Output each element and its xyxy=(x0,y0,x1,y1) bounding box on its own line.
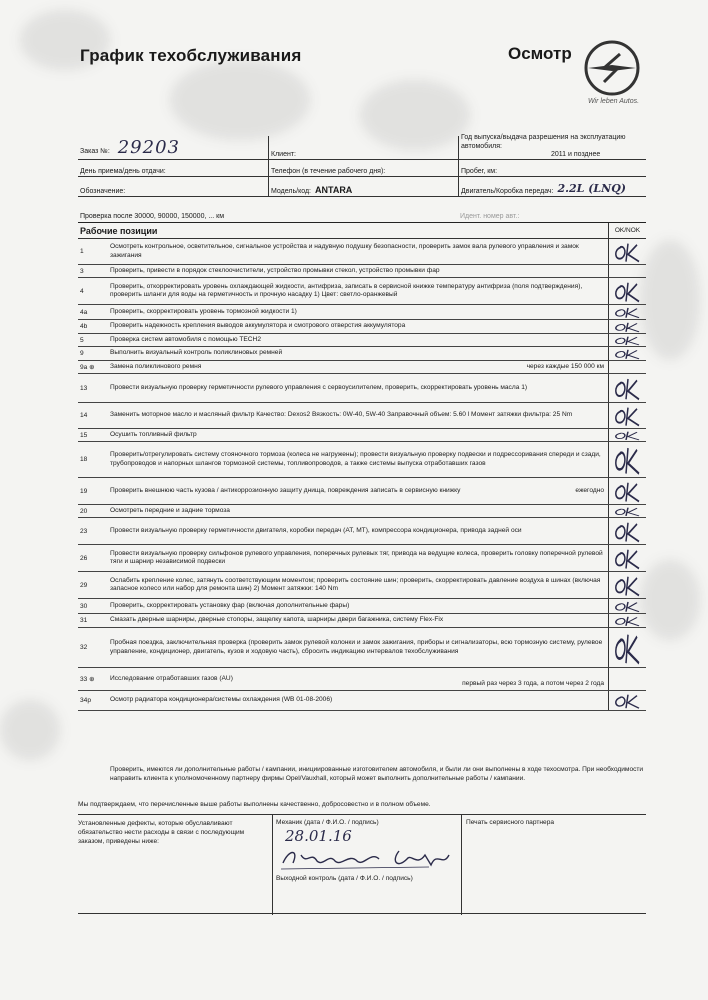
row-task xyxy=(108,614,608,627)
model-label: Модель/код: xyxy=(271,188,311,195)
row-number: 32 xyxy=(80,644,88,651)
engine-field xyxy=(458,177,646,196)
row-ok-mark xyxy=(608,518,646,544)
row-task-text: Выполнить визуальный контроль поликлиновых ремней xyxy=(110,349,283,357)
row-task xyxy=(108,374,608,402)
table-row xyxy=(78,478,646,505)
year-label: Год выпуска/выдача разрешения на эксплуатацию автомобиля: xyxy=(461,134,626,150)
row-ok-mark xyxy=(608,628,646,667)
page-title: График техобслуживания xyxy=(80,46,302,65)
row-task xyxy=(108,429,608,441)
scan-smudge xyxy=(0,700,60,760)
table-row xyxy=(78,572,646,599)
handwritten-ok-icon xyxy=(611,692,645,710)
scan-smudge xyxy=(170,60,310,140)
table-row xyxy=(78,265,646,278)
row-number: 15 xyxy=(80,431,88,439)
row-task xyxy=(108,478,608,504)
row-task xyxy=(108,305,608,319)
row-task xyxy=(108,361,608,373)
row-number: 33 ⊕ xyxy=(80,676,95,683)
table-row xyxy=(78,505,646,518)
row-task-text: Проверить, скорректировать уровень тормозной жидкости 1) xyxy=(110,307,297,315)
row-ok-mark xyxy=(608,361,646,373)
table-row xyxy=(78,239,646,265)
table-row xyxy=(78,668,646,691)
row-task xyxy=(108,320,608,333)
table-row xyxy=(78,518,646,545)
logo-tagline: Wir leben Autos. xyxy=(588,98,640,105)
row-task-text: Исследование отработавших газов (AU) xyxy=(110,674,233,682)
year-value: 2011 и позднее xyxy=(551,151,601,158)
row-interval-note: первый раз через 3 года, а потом через 2 года xyxy=(462,679,604,687)
exit-control-label: Выходной контроль (дата / Ф.И.О. / подпись) xyxy=(276,875,413,882)
mechanic-label: Механик (дата / Ф.И.О. / подпись) xyxy=(276,819,379,826)
table-rows xyxy=(78,239,646,711)
row-task-text: Провести визуальную проверку герметичности рулевого управления с сервоусилителем, проверить, скорректировать уровень масла 1) xyxy=(110,383,528,391)
row-task-text: Пробная поездка, заключительная проверка (проверить замок рулевой колонки и замок зажигания, приборы и сигнализаторы, всю тормозную систему, рулевое управление, кондиционер, двигатель, кузов и ходовую часть), сбросить индикацию интервалов техобслуживания xyxy=(110,639,603,655)
mechanic-box xyxy=(272,815,462,915)
model-value: ANTARA xyxy=(314,185,353,195)
row-ok-mark xyxy=(608,320,646,333)
handwritten-ok-icon xyxy=(611,443,645,477)
handwritten-ok-icon xyxy=(611,479,645,504)
phone-label: Телефон (в течение рабочего дня): xyxy=(271,168,386,175)
table-row xyxy=(78,691,646,711)
table-row xyxy=(78,374,646,403)
table-row xyxy=(78,614,646,628)
table-row xyxy=(78,599,646,614)
additional-works-note: Проверить, имеются ли дополнительные работы / кампании, инициированные изготовителем автомобиля, и были ли они выполнены в ходе техосмотра. При необходимости направить клиента к уполномоченному партнеру фирмы Opel/Vauxhall, который может выполнить дополнительные работы / кампании. xyxy=(110,766,644,782)
signature-section xyxy=(78,814,646,914)
row-ok-mark xyxy=(608,572,646,598)
client-field xyxy=(268,136,458,159)
stamp-label: Печать сервисного партнера xyxy=(466,819,555,826)
row-task-text: Ослабить крепление колес, затянуть соответствующим моментом; проверить состояние шин; проверить, скорректировать давление воздуха в шинах (включая запасное колесо или набор для ремонта шин) 2) Момент затяжки: 140 Nm xyxy=(110,576,601,592)
model-field xyxy=(268,177,458,196)
client-label: Клиент: xyxy=(271,151,296,158)
row-task xyxy=(108,278,608,304)
phone-field xyxy=(268,160,458,176)
engine-value: 2.2L (LNQ) xyxy=(557,182,627,195)
row-task xyxy=(108,265,608,277)
row-number: 5 xyxy=(80,336,84,344)
table-row xyxy=(78,278,646,305)
row-task-text: Проверить внешнюю часть кузова / антикоррозионную защиту днища, повреждения записать в сервисную книжку xyxy=(110,486,461,494)
mileage-label: Пробег, км: xyxy=(461,168,498,175)
handwritten-ok-icon xyxy=(611,430,645,441)
row-task xyxy=(108,442,608,477)
handwritten-ok-icon xyxy=(611,240,645,264)
table-row xyxy=(78,305,646,320)
row-task xyxy=(108,334,608,346)
row-number: 26 xyxy=(80,554,88,562)
row-number: 30 xyxy=(80,602,88,610)
table-row xyxy=(78,442,646,478)
row-ok-mark xyxy=(608,614,646,627)
row-number: 4 xyxy=(80,287,84,295)
vehicle-info xyxy=(78,136,646,221)
row-task-text: Проверка систем автомобиля с помощью TECH2 xyxy=(110,335,261,343)
row-ok-mark xyxy=(608,278,646,304)
table-row xyxy=(78,334,646,347)
row-ok-mark xyxy=(608,691,646,710)
inspection-title: Осмотр xyxy=(508,44,572,63)
scan-smudge xyxy=(640,240,700,360)
row-task-text: Осмотреть контрольное, осветительное, сигнальное устройства и надувную подушку безопасности, проверить замок вала рулевого управления и замок зажигания xyxy=(110,243,579,259)
row-task-text: Проверить надежность крепления выводов аккумулятора и смотрового отверстия аккумулятора xyxy=(110,322,406,330)
defects-text: Установленные дефекты, которые обуславливают обязательство нести расходы в связи с последующим заказом, приведены ниже: xyxy=(78,820,245,846)
row-task-text: Проверить, привести в порядок стеклоочистители, устройство промывки стекол, устройство промывки фар xyxy=(110,266,440,274)
handwritten-ok-icon xyxy=(611,321,645,333)
table-row xyxy=(78,347,646,361)
date-label: День приема/день отдачи: xyxy=(80,168,166,175)
handwritten-ok-icon xyxy=(611,306,645,319)
row-number: 3 xyxy=(80,267,84,275)
designation-label: Обозначение: xyxy=(80,188,126,195)
row-ok-mark xyxy=(608,305,646,319)
table-header xyxy=(78,223,646,239)
row-number: 29 xyxy=(80,581,88,589)
row-task xyxy=(108,628,608,667)
row-number: 4a xyxy=(80,308,88,316)
scan-smudge xyxy=(640,560,700,640)
order-field xyxy=(78,137,268,159)
row-ok-mark xyxy=(608,442,646,477)
handwritten-ok-icon xyxy=(611,519,645,544)
row-task-text: Провести визуальную проверку сильфонов рулевого управления, поперечных рулевых тяг, привода на ведущие колеса, проверить головку поперечной рулевой тяги и шарнир независимой подвески xyxy=(110,549,603,565)
table-row xyxy=(78,361,646,374)
vin-field xyxy=(458,197,646,221)
row-number: 4b xyxy=(80,323,88,330)
confirmation-note: Мы подтверждаем, что перечисленные выше работы выполнены качественно, добросовестно и в полном объеме. xyxy=(78,801,431,808)
row-number: 23 xyxy=(80,527,88,535)
row-ok-mark xyxy=(608,265,646,277)
handwritten-ok-icon xyxy=(611,348,645,360)
row-task xyxy=(108,691,608,710)
check-interval: Проверка после 30000, 90000, 150000, ... км xyxy=(80,213,225,220)
row-ok-mark xyxy=(608,347,646,360)
row-number: 13 xyxy=(80,384,88,392)
row-task xyxy=(108,545,608,571)
row-task-text: Замена поликлинового ремня xyxy=(110,362,202,370)
row-ok-mark xyxy=(608,545,646,571)
handwritten-ok-icon xyxy=(611,279,645,304)
mechanic-signature xyxy=(279,845,459,873)
row-interval-note: через каждые 150 000 км xyxy=(526,362,604,370)
date-field xyxy=(78,168,268,176)
order-label: Заказ №: xyxy=(80,148,110,155)
table-row xyxy=(78,628,646,668)
handwritten-ok-icon xyxy=(611,404,645,428)
row-task xyxy=(108,347,608,360)
handwritten-ok-icon xyxy=(611,506,645,517)
table-row xyxy=(78,429,646,442)
row-ok-mark xyxy=(608,334,646,346)
row-ok-mark xyxy=(608,239,646,264)
order-number: 29203 xyxy=(117,137,180,158)
mechanic-date: 28.01.16 xyxy=(285,827,352,845)
handwritten-ok-icon xyxy=(611,335,645,346)
row-task xyxy=(108,403,608,428)
handwritten-ok-icon xyxy=(611,573,645,598)
row-task-text: Смазать дверные шарниры, дверные стопоры, защелку капота, шарниры двери багажника, систему Flex-Fix xyxy=(110,616,444,624)
opel-logo-icon xyxy=(582,38,642,98)
designation-field xyxy=(78,188,268,196)
table-row xyxy=(78,545,646,572)
table-title: Рабочие позиции xyxy=(80,225,158,236)
row-number: 14 xyxy=(80,412,88,419)
row-number: 18 xyxy=(80,456,88,463)
handwritten-ok-icon xyxy=(611,546,645,571)
row-task xyxy=(108,518,608,544)
handwritten-ok-icon xyxy=(611,375,645,402)
row-number: 9a ⊕ xyxy=(80,364,95,371)
row-ok-mark xyxy=(608,403,646,428)
mileage-field xyxy=(458,160,646,176)
work-items-table xyxy=(78,222,646,711)
row-task xyxy=(108,505,608,517)
row-task xyxy=(108,668,608,690)
year-field xyxy=(458,136,646,159)
row-ok-mark xyxy=(608,668,646,690)
row-task-text: Заменить моторное масло и масляный фильтр Качество: Dexos2 Вязкость: 0W-40, 5W-40 Заправочный объем: 5.60 l Момент затяжки фильтра: 25 Nm xyxy=(110,411,573,419)
row-ok-mark xyxy=(608,599,646,613)
engine-label: Двигатель/Коробка передач: xyxy=(461,188,554,195)
handwritten-ok-icon xyxy=(611,629,645,667)
table-row xyxy=(78,320,646,334)
row-task-text: Проверить/отрегулировать систему стояночного тормоза (колеса не нагружены); провести визуальную проверку подвески и подрессоривания спереди и сзади, трубопроводов и напорных шлангов тормозной системы, топливопроводов, а также системы выпуска отработавших газов xyxy=(110,451,601,467)
row-task-text: Провести визуальную проверку герметичности двигателя, коробки передач (AT, MT), компрессора кондиционера, привода задней оси xyxy=(110,526,522,534)
row-ok-mark xyxy=(608,429,646,441)
ok-nok-header: OK/NOK xyxy=(608,223,646,238)
handwritten-ok-icon xyxy=(611,600,645,613)
row-number: 9 xyxy=(80,350,84,357)
row-ok-mark xyxy=(608,505,646,517)
vin-label: Идент. номер авт.: xyxy=(460,213,520,220)
row-task xyxy=(108,239,608,264)
row-ok-mark xyxy=(608,374,646,402)
row-task xyxy=(108,572,608,598)
row-task-text: Осушить топливный фильтр xyxy=(110,430,197,438)
row-number: 1 xyxy=(80,248,84,255)
row-task xyxy=(108,599,608,613)
row-number: 31 xyxy=(80,617,88,624)
handwritten-ok-icon xyxy=(611,615,645,627)
row-interval-note: ежегодно xyxy=(575,486,604,494)
row-task-text: Проверить, откорректировать уровень охлаждающей жидкости, антифриза, записать в сервисной книжке температуру антифриза (поля подтверждения), проверить шланги для воды на герметичность и прочную насадку 1) Цвет: светло-оранжевый xyxy=(110,282,583,298)
table-row xyxy=(78,403,646,429)
row-number: 34p xyxy=(80,697,92,704)
row-task-text: Осмотр радиатора кондиционера/системы охлаждения (WB 01-08-2006) xyxy=(110,696,333,704)
row-number: 19 xyxy=(80,487,88,495)
row-task-text: Проверить, скорректировать установку фар (включая дополнительные фары) xyxy=(110,601,350,609)
row-number: 20 xyxy=(80,507,88,515)
row-ok-mark xyxy=(608,478,646,504)
row-task-text: Осмотреть передние и задние тормоза xyxy=(110,506,230,514)
